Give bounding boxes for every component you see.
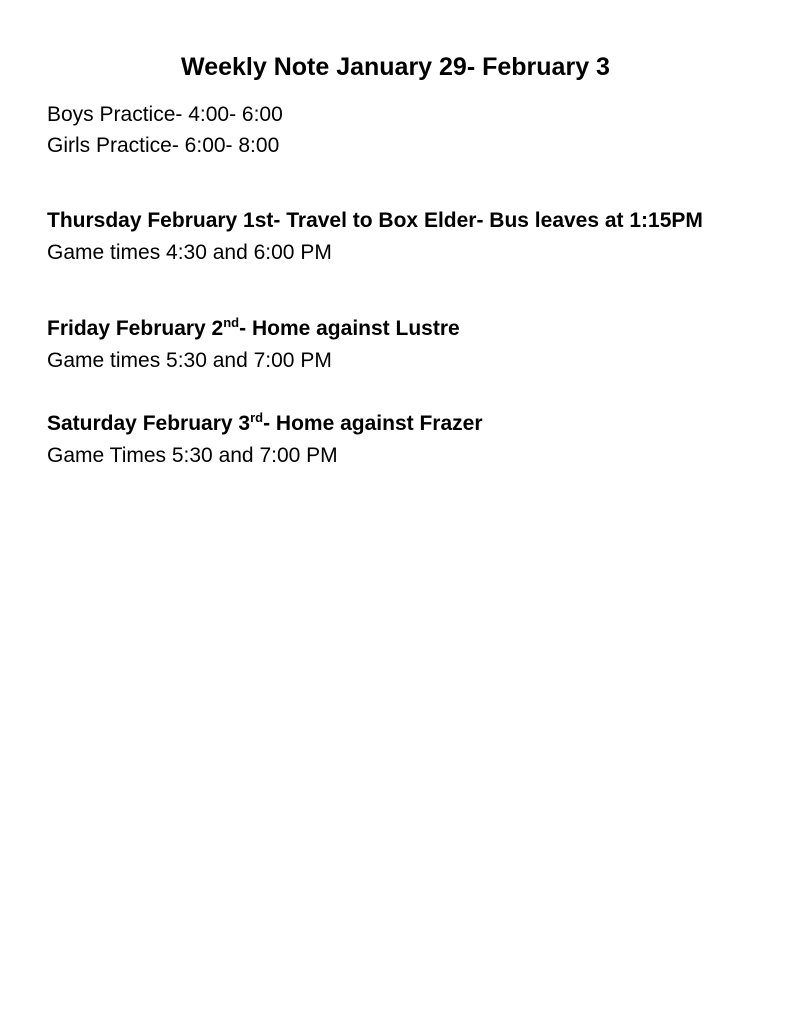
event-heading-text: Saturday February 3	[47, 412, 251, 435]
event-heading-saturday	[47, 409, 483, 438]
ordinal-suffix: rd	[250, 410, 264, 425]
event-heading-text: Thursday February 1st- Travel to Box Elder- Bus leaves at 1:15PM	[47, 209, 703, 232]
event-heading-text: Friday February 2	[47, 317, 224, 340]
girls-practice-line: Girls Practice- 6:00- 8:00	[47, 134, 280, 157]
boys-practice-line: Boys Practice- 4:00- 6:00	[47, 103, 283, 126]
page-title: Weekly Note January 29- February 3	[181, 53, 610, 81]
event-heading-rest: - Home against Frazer	[263, 412, 483, 435]
event-times-thursday: Game times 4:30 and 6:00 PM	[47, 241, 332, 264]
event-times-friday: Game times 5:30 and 7:00 PM	[47, 349, 332, 372]
ordinal-suffix: nd	[223, 315, 240, 330]
event-times-saturday: Game Times 5:30 and 7:00 PM	[47, 444, 338, 467]
event-heading-rest: - Home against Lustre	[239, 317, 460, 340]
event-heading-friday	[47, 314, 460, 343]
event-heading-thursday	[47, 206, 703, 235]
